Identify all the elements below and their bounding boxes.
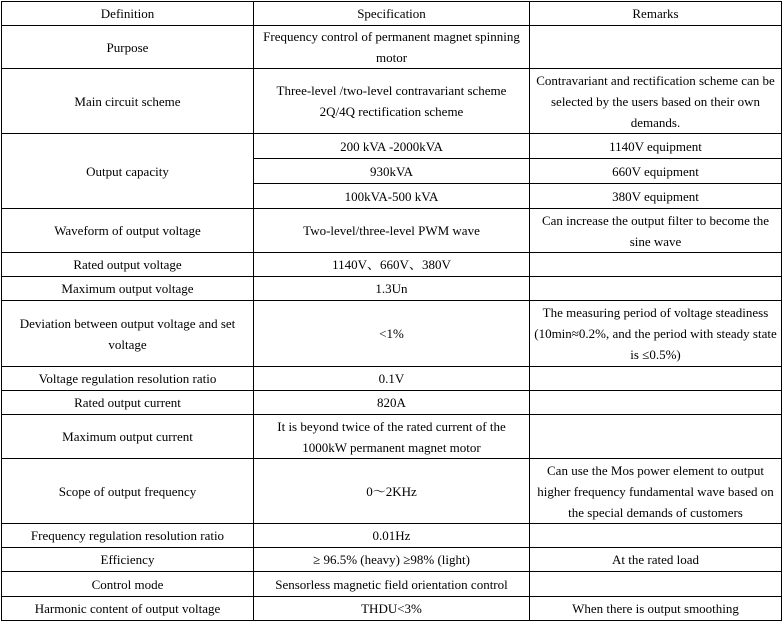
definition-cell: Rated output voltage — [2, 253, 254, 277]
specification-cell: 0.01Hz — [254, 524, 530, 548]
specification-cell: THDU<3% — [254, 597, 530, 621]
specification-cell: 0.1V — [254, 367, 530, 391]
header-remarks: Remarks — [530, 2, 782, 26]
definition-cell: Purpose — [2, 26, 254, 69]
table-row — [2, 301, 782, 367]
header-definition: Definition — [2, 2, 254, 26]
remarks-cell: 1140V equipment — [530, 134, 782, 159]
specification-cell: <1% — [254, 301, 530, 367]
specification-cell: 930kVA — [254, 159, 530, 184]
remarks-cell: When there is output smoothing — [530, 597, 782, 621]
remarks-cell: Contravariant and rectification scheme can be selected by the users based on their own demands. — [530, 69, 782, 134]
definition-cell: Waveform of output voltage — [2, 209, 254, 253]
remarks-cell: Can use the Mos power element to output higher frequency fundamental wave based on the special demands of customers — [530, 459, 782, 524]
table-row — [2, 391, 782, 415]
remarks-cell — [530, 367, 782, 391]
header-specification: Specification — [254, 2, 530, 26]
remarks-cell — [530, 277, 782, 301]
remarks-cell — [530, 26, 782, 69]
remarks-cell: The measuring period of voltage steadiness (10min≈0.2%, and the period with steady state is ≤0.5%) — [530, 301, 782, 367]
table-row — [2, 459, 782, 524]
definition-cell: Main circuit scheme — [2, 69, 254, 134]
table-row — [2, 548, 782, 572]
definition-cell: Maximum output current — [2, 415, 254, 459]
specification-cell: Frequency control of permanent magnet spinning motor — [254, 26, 530, 69]
definition-cell: Output capacity — [2, 134, 254, 209]
table-row — [2, 415, 782, 459]
definition-cell: Deviation between output voltage and set voltage — [2, 301, 254, 367]
remarks-cell: At the rated load — [530, 548, 782, 572]
remarks-cell — [530, 572, 782, 597]
table-row — [2, 597, 782, 621]
table-row — [2, 134, 782, 159]
definition-cell: Maximum output voltage — [2, 277, 254, 301]
definition-cell: Frequency regulation resolution ratio — [2, 524, 254, 548]
specification-cell: 200 kVA -2000kVA — [254, 134, 530, 159]
specification-table — [1, 1, 782, 621]
specification-cell: 820A — [254, 391, 530, 415]
definition-cell: Rated output current — [2, 391, 254, 415]
remarks-cell: Can increase the output filter to become the sine wave — [530, 209, 782, 253]
specification-cell: Three-level /two-level contravariant scheme 2Q/4Q rectification scheme — [254, 69, 530, 134]
table-row — [2, 209, 782, 253]
table-row — [2, 277, 782, 301]
specification-cell: It is beyond twice of the rated current of the 1000kW permanent magnet motor — [254, 415, 530, 459]
definition-cell: Control mode — [2, 572, 254, 597]
remarks-cell — [530, 524, 782, 548]
specification-cell: Sensorless magnetic field orientation control — [254, 572, 530, 597]
definition-cell: Harmonic content of output voltage — [2, 597, 254, 621]
definition-cell: Voltage regulation resolution ratio — [2, 367, 254, 391]
specification-cell: 1.3Un — [254, 277, 530, 301]
remarks-cell: 380V equipment — [530, 184, 782, 209]
specification-cell: Two-level/three-level PWM wave — [254, 209, 530, 253]
definition-cell: Scope of output frequency — [2, 459, 254, 524]
remarks-cell: 660V equipment — [530, 159, 782, 184]
specification-cell: 0～2KHz — [254, 459, 530, 524]
table-row — [2, 26, 782, 69]
table-row — [2, 572, 782, 597]
remarks-cell — [530, 415, 782, 459]
table-row — [2, 524, 782, 548]
table-row — [2, 253, 782, 277]
specification-cell: 100kVA-500 kVA — [254, 184, 530, 209]
remarks-cell — [530, 391, 782, 415]
table-row — [2, 367, 782, 391]
remarks-cell — [530, 253, 782, 277]
definition-cell: Efficiency — [2, 548, 254, 572]
header-row — [2, 2, 782, 26]
specification-cell: ≥ 96.5% (heavy) ≥98% (light) — [254, 548, 530, 572]
table-row — [2, 69, 782, 134]
specification-cell: 1140V、660V、380V — [254, 253, 530, 277]
